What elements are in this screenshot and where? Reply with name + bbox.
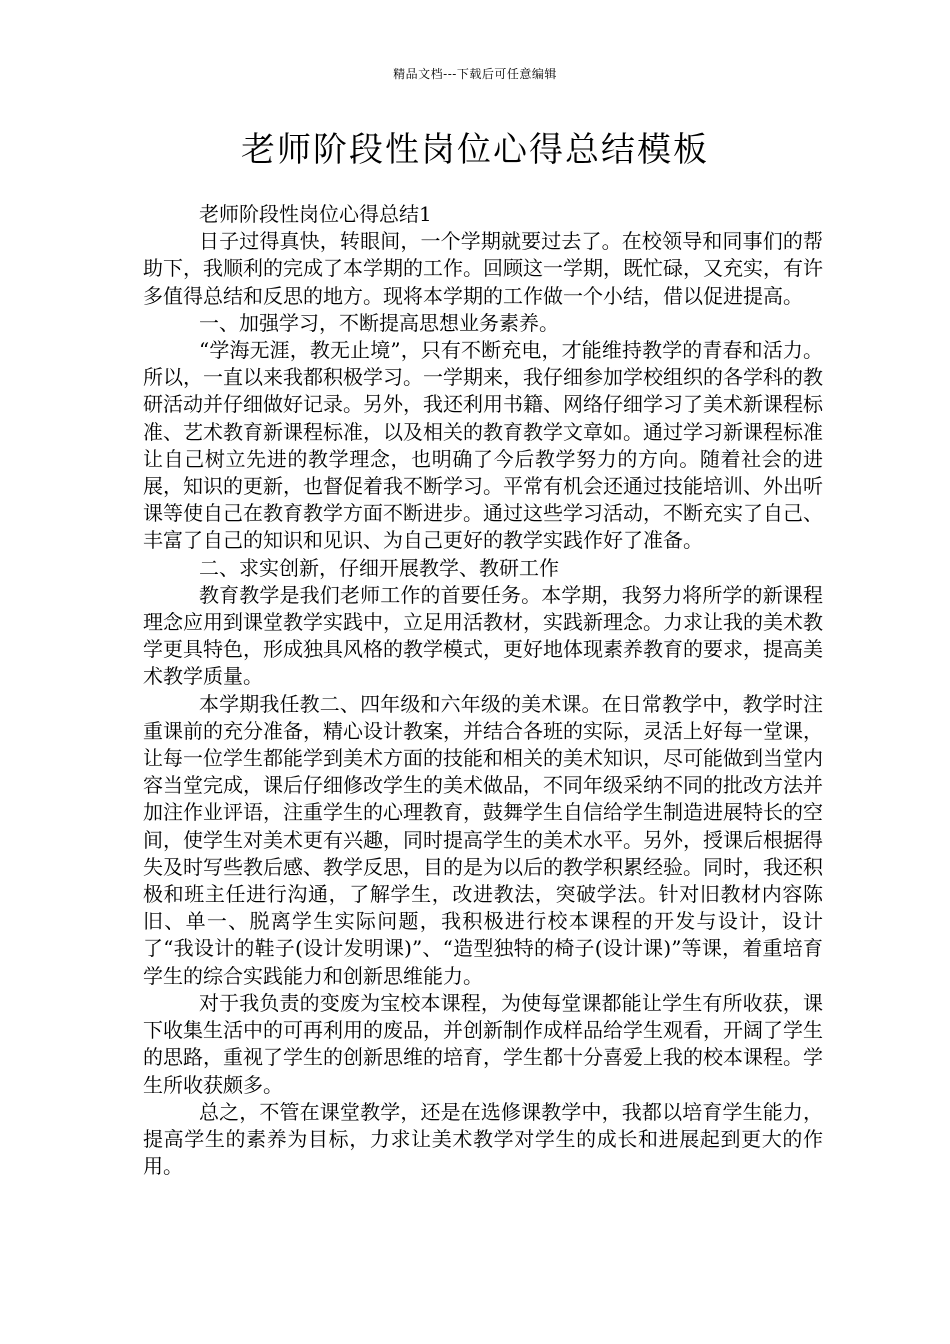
section-heading: 一、加强学习，不断提高思想业务素养。 [199,310,559,335]
page-header: 精品文档---下载后可任意编辑 [393,67,557,81]
document-title: 老师阶段性岗位心得总结模板 [241,130,709,170]
body-paragraph: 总之，不管在课堂教学，还是在选修课教学中，我都以培育学生能力，提高学生的素养为目标，力求让美术教学对学生的成长和进展起到更大的作用。 [143,1099,823,1179]
section-heading: 二、求实创新，仔细开展教学、教研工作 [199,555,559,580]
body-paragraph: 教育教学是我们老师工作的首要任务。本学期，我努力将所学的新课程理念应用到课堂教学实践中，立足用活教材，实践新理念。力求让我的美术教学更具特色，形成独具风格的教学模式，更好地体现素养教育的要求，提高美术教学质量。 [143,582,823,689]
body-paragraph: 本学期我任教二、四年级和六年级的美术课。在日常教学中，教学时注重课前的充分准备，精心设计教案，并结合各班的实际，灵活上好每一堂课，让每一位学生都能学到美术方面的技能和相关的美术知识，尽可能做到当堂内容当堂完成，课后仔细修改学生的美术做品，不同年级采纳不同的批改方法并加注作业评语，注重学生的心理教育，鼓舞学生自信给学生制造进展特长的空间，使学生对美术更有兴趣，同时提高学生的美术水平。另外，授课后根据得失及时写些教后感、教学反思，目的是为以后的教学积累经验。同时，我还积极和班主任进行沟通，了解学生，改进教法，突破学法。针对旧教材内容陈旧、单一、脱离学生实际问题，我积极进行校本课程的开发与设计，设计了“我设计的鞋子(设计发明课)”、“造型独特的椅子(设计课)”等课，着重培育学生的综合实践能力和创新思维能力。 [143,691,823,988]
body-paragraph: 对于我负责的变废为宝校本课程，为使每堂课都能让学生有所收获，课下收集生活中的可再利用的废品，并创新制作成样品给学生观看，开阔了学生的思路，重视了学生的创新思维的培育，学生都十分喜爱上我的校本课程。学生所收获颇多。 [143,990,823,1097]
body-paragraph: “学海无涯，教无止境”，只有不断充电，才能维持教学的青春和活力。所以，一直以来我都积极学习。一学期来，我仔细参加学校组织的各学科的教研活动并仔细做好记录。另外，我还利用书籍、网络仔细学习了美术新课程标准、艺术教育新课程标准，以及相关的教育教学文章如。通过学习新课程标准让自己树立先进的教学理念，也明确了今后教学努力的方向。随着社会的进展，知识的更新，也督促着我不断学习。平常有机会还通过技能培训、外出听课等使自己在教育教学方面不断进步。通过这些学习活动，不断充实了自己、丰富了自己的知识和见识、为自己更好的教学实践作好了准备。 [143,338,823,553]
body-paragraph: 日子过得真快，转眼间，一个学期就要过去了。在校领导和同事们的帮助下，我顺利的完成了本学期的工作。回顾这一学期，既忙碌，又充实，有许多值得总结和反思的地方。现将本学期的工作做一个小结，借以促进提高。 [143,229,823,308]
document-body [143,201,823,1180]
section-subtitle: 老师阶段性岗位心得总结1 [199,202,432,226]
